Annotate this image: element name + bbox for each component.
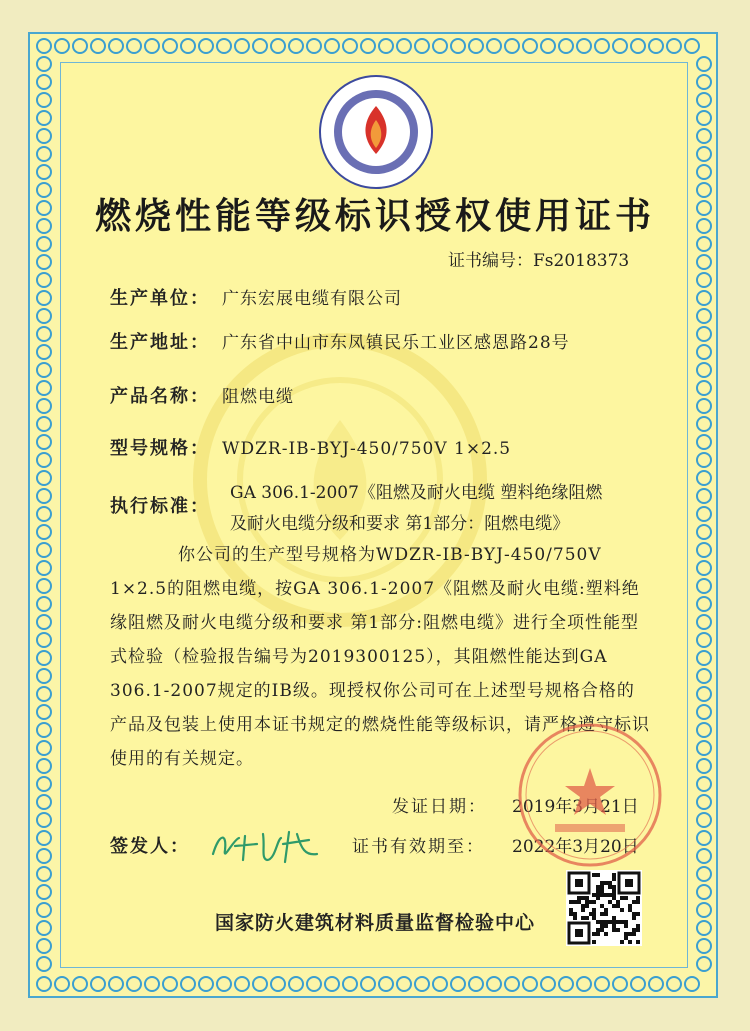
certificate-number: [448, 246, 629, 271]
signer-label: 签发人：: [110, 836, 190, 857]
field-producer: [110, 284, 402, 310]
field-product-name: [110, 382, 294, 408]
cert-no-value: Fs2018373: [533, 251, 630, 271]
issue-date-label: 发证日期：: [392, 797, 487, 817]
field-label: 生产单位：: [110, 288, 210, 309]
field-value: WDZR-ⅠB-BYJ-450/750V 1×2.5: [222, 439, 512, 459]
field-label: 生产地址：: [110, 332, 210, 353]
field-value: 阻燃电缆: [222, 387, 294, 407]
field-label: 产品名称：: [110, 386, 210, 407]
standard-line: 及耐火电缆分级和要求 第1部分：阻燃电缆》: [230, 514, 570, 534]
issuing-authority: 国家防火建筑材料质量监督检验中心: [214, 912, 535, 934]
issue-date-value: 2019年3月21日: [512, 797, 639, 817]
center-logo: [318, 74, 434, 190]
valid-until-label: 证书有效期至：: [352, 837, 485, 857]
page-title: 燃烧性能等级标识授权使用证书: [94, 195, 655, 237]
standard-text: [230, 478, 650, 540]
standard-line: GA 306.1-2007《阻燃及耐火电缆 塑料绝缘阻燃: [230, 483, 603, 503]
signature: [205, 820, 335, 870]
valid-until-value: 2022年3月20日: [512, 837, 639, 857]
field-address: [110, 328, 570, 354]
authorization-paragraph: 你公司的生产型号规格为WDZR-ⅠB-BYJ-450/750V 1×2.5的阻燃电缆，按GA 306.1-2007《阻燃及耐火电缆:塑料绝缘阻燃及耐火电缆分级和要求 第1部分:阻燃电缆》进行全项性能型式检验（检验报告编号为2019300125），其阻燃性能达到GA 306.1-2007规定的ⅠB级。现授权你公司可在上述型号规格合格的产品及包装上使用本证书规定的燃烧性能等级标识，请严格遵守标识使用的有关规定。: [110, 545, 650, 769]
field-value: 广东宏展电缆有限公司: [222, 289, 402, 309]
field-value: 广东省中山市东凤镇民乐工业区感恩路28号: [222, 333, 570, 353]
field-label: 执行标准：: [110, 496, 210, 517]
field-standard: [110, 492, 222, 518]
cert-no-label: 证书编号：: [448, 251, 533, 271]
field-label: 型号规格：: [110, 438, 210, 459]
official-seal: [515, 720, 665, 870]
field-model: [110, 434, 511, 460]
